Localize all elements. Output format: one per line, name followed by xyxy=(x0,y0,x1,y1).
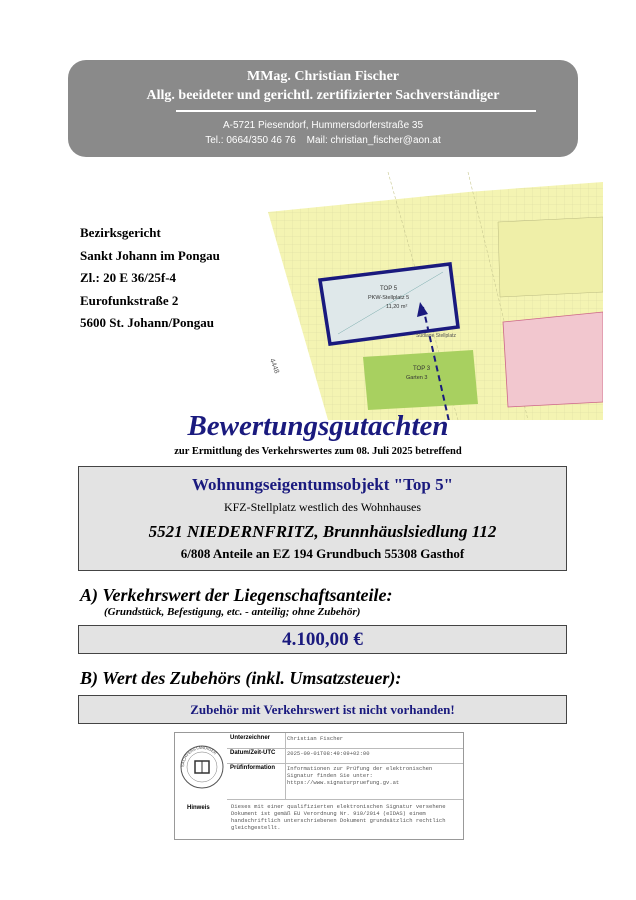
expert-address: A-5721 Piesendorf, Hummersdorferstraße 35 xyxy=(222,120,424,131)
market-value-box: 4.100,00 € xyxy=(78,625,567,654)
signer-value: Christian Fischer xyxy=(287,735,344,742)
object-share: 6/808 Anteile an EZ 194 Grundbuch 55308 Gasthof xyxy=(180,546,465,561)
court-address-block xyxy=(80,222,220,335)
neighbour-area xyxy=(498,217,603,297)
sig-row-check xyxy=(227,763,463,800)
expert-phone: Tel.: 0664/350 46 76 xyxy=(205,135,296,146)
building-area xyxy=(503,312,603,407)
site-plan xyxy=(268,172,603,420)
object-description: KFZ-Stellplatz westlich des Wohnhauses xyxy=(223,500,422,514)
check-value: Informationen zur Prüfung der elektronischen Signatur finden Sie unter: xyxy=(287,765,433,779)
header-divider xyxy=(176,110,536,112)
object-box xyxy=(78,466,567,571)
top5-plan-area: 11,20 m² xyxy=(386,304,408,310)
accessories-value-box: Zubehör mit Verkehrswert ist nicht vorhanden! xyxy=(78,695,567,724)
court-name: Bezirksgericht xyxy=(80,225,161,240)
expert-title: Allg. beeideter und gerichtl. zertifizierter Sachverständiger xyxy=(146,88,500,103)
top5-plan-label: TOP 5 xyxy=(380,286,398,292)
section-a-note: (Grundstück, Befestigung, etc. - anteilig; ohne Zubehör) xyxy=(104,606,361,618)
section-a-heading: A) Verkehrswert der Liegenschaftsanteile: xyxy=(80,585,393,605)
seal-text: SACHVERSTÄNDIGER xyxy=(179,744,218,768)
seal-icon xyxy=(179,737,225,797)
sig-row-datetime xyxy=(227,748,463,764)
object-address: 5521 NIEDERNFRITZ, Brunnhäuslsiedlung 112 xyxy=(148,522,497,541)
datetime-value: 2025-09-01T08:49:09+02:00 xyxy=(287,750,370,757)
court-street: Eurofunkstraße 2 xyxy=(80,292,179,308)
signer-label: Unterzeichner xyxy=(230,735,271,741)
sig-row-signer xyxy=(227,733,463,749)
document-title: Bewertungsgutachten xyxy=(187,410,449,442)
object-name: Wohnungseigentumsobjekt "Top 5" xyxy=(191,475,454,494)
expert-name: MMag. Christian Fischer xyxy=(246,69,400,84)
road-plan-label: 4448 xyxy=(268,357,280,375)
signature-block xyxy=(174,732,464,840)
section-b-heading: B) Wert des Zubehörs (inkl. Umsatzsteuer): xyxy=(80,668,402,688)
document-subtitle: zur Ermittlung des Verkehrswertes zum 08. Juli 2025 betreffend xyxy=(174,446,462,457)
top3-plan-label: TOP 3 xyxy=(413,366,431,372)
letterhead xyxy=(68,60,578,157)
check-text xyxy=(287,765,459,786)
court-location: Sankt Johann im Pongau xyxy=(80,247,220,263)
court-city: 5600 St. Johann/Pongau xyxy=(80,315,215,330)
top3-plan-desc: Garten 3 xyxy=(406,375,428,381)
case-number: Zl.: 20 E 36/25f-4 xyxy=(80,270,177,285)
check-url[interactable]: https://www.signaturpruefung.gv.at xyxy=(287,779,400,786)
note-label: Hinweis xyxy=(187,805,210,811)
top5-plan-desc: PKW-Stellplatz 5 xyxy=(368,295,410,301)
expert-contact xyxy=(68,135,578,146)
check-label: Prüfinformation xyxy=(230,765,275,771)
expert-email: Mail: christian_fischer@aon.at xyxy=(306,135,441,146)
datetime-label: Datum/Zeit-UTC xyxy=(230,750,276,756)
other-plan-label: Sudlage Stellplatz xyxy=(416,333,457,339)
note-value: Dieses mit einer qualifizierten elektronischen Signatur versehene Dokument ist gemäß EU Verordnung Nr. 910/2014 (eIDAS) einem handschriftlich unterschriebenen Dokument grundsätzlich rechtlich gleichgestellt. xyxy=(231,803,446,831)
